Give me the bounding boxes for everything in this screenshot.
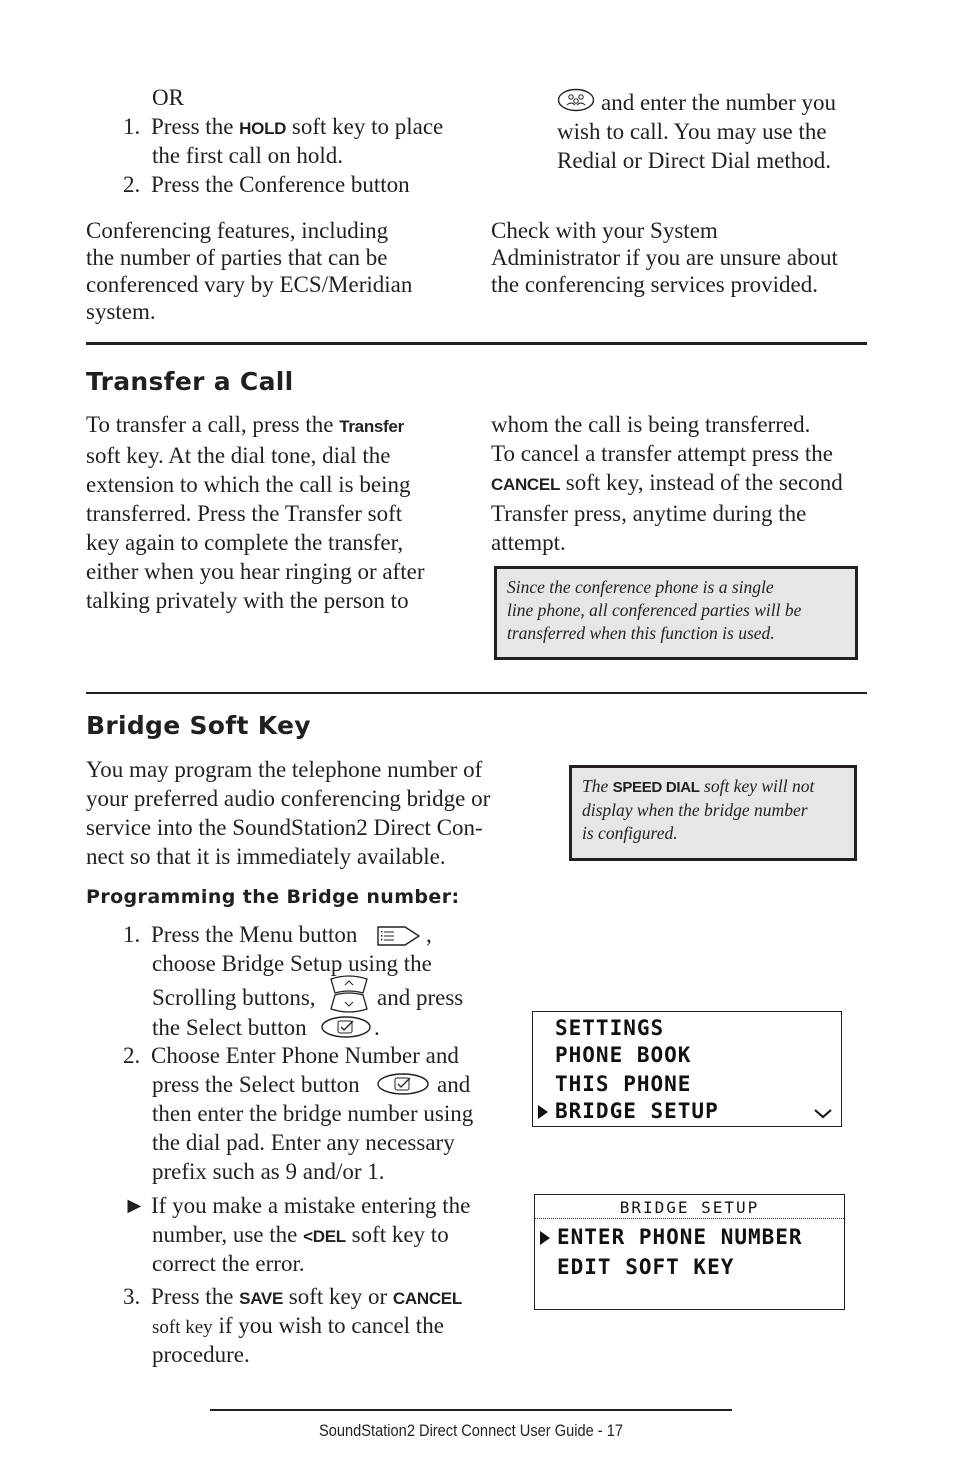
step-number: 2. <box>123 172 141 197</box>
scrolling-buttons-icon <box>327 975 371 1013</box>
step-number: 1. <box>123 114 141 139</box>
transfer-softkey-label: Transfer <box>339 417 404 436</box>
transfer-right-paragraph: whom the call is being transferred. To cancel a transfer attempt press the CANCEL soft key, instead of the second Transfer press, anytime during the attempt. <box>491 412 843 555</box>
menu-button-icon <box>375 924 421 948</box>
lcd-screen-title: BRIDGE SETUP <box>619 1198 760 1217</box>
or-label: OR <box>152 85 184 110</box>
lcd-menu-item-enter-phone-number: ENTER PHONE NUMBER <box>557 1225 803 1249</box>
lcd-menu-item-settings: SETTINGS <box>555 1016 665 1040</box>
del-softkey-label: <DEL <box>303 1227 346 1246</box>
lcd-bridge-setup <box>534 1194 845 1310</box>
cancel-softkey-label: CANCEL <box>392 1289 462 1308</box>
cancel-softkey-label: CANCEL <box>491 475 561 494</box>
bridge-step-2: 2. Choose Enter Phone Number and <box>123 1043 459 1068</box>
step-number: 1. <box>123 922 141 947</box>
conference-instruction-line: Redial or Direct Dial method. <box>557 148 832 173</box>
lcd-selection-arrow-icon <box>539 1230 551 1246</box>
speed-dial-softkey-label: SPEED DIAL <box>612 779 700 796</box>
bridge-intro-paragraph: You may program the telephone number of your preferred audio conferencing bridge or service into the SoundStation2 Direct Con- nect so that it is immediately available. <box>86 757 491 869</box>
lcd-menu-item-this-phone: THIS PHONE <box>555 1072 692 1096</box>
conferencing-features-paragraph: Conferencing features, including the number of parties that can be conferenced vary by ECS/Meridian system. <box>86 218 413 324</box>
tip-arrow-icon: ► <box>123 1193 146 1218</box>
bridge-tip: ► If you make a mistake entering the <box>123 1193 471 1218</box>
conference-instruction-line: wish to call. You may use the <box>557 119 827 144</box>
footer-rule <box>210 1409 732 1411</box>
step-number: 3. <box>123 1284 141 1309</box>
save-softkey-label: SAVE <box>239 1289 284 1308</box>
lcd-menu-item-phone-book: PHONE BOOK <box>555 1043 692 1067</box>
system-admin-paragraph: Check with your System Administrator if you are unsure about the conferencing services provided. <box>491 218 838 297</box>
conference-button-icon <box>557 88 595 112</box>
step-number: 2. <box>123 1043 141 1068</box>
select-button-icon <box>376 1072 430 1096</box>
chevron-down-icon <box>813 1108 833 1120</box>
step-hold: 1. Press the HOLD soft key to place <box>123 114 444 139</box>
select-button-icon <box>320 1015 372 1039</box>
lcd-selection-arrow-icon <box>537 1104 549 1120</box>
manual-page: OR 1. Press the HOLD soft key to place the first call on hold. 2. Press the Conference button and enter the number you wish to call. You may use the Redial or Direct Dial method. Conferencing features, including the number of parties that can be conferenced vary by ECS/Meridian system. Check with your System Administrator if you are unsure about the conferencing services provided. Transfer a Call To transfer a call, press the Transfer soft key. At the dial tone, dial the extension to which the call is being transferred. Press the Transfer soft key again to complete the transfer, either when you hear ringing or after talking privately with the person to whom the call is being transferred. To cancel a transfer attempt press the CANCEL soft key, instead of the second Transfer press, anytime during the attempt. Since the conference phone is a single line phone, all conferenced parties will be transferred when this function is used. Bridge Soft Key You may program the telephone number of your preferred audio conferencing bridge or service into the SoundStation2 Direct Con- nect so that it is immediately available. The SPEED DIAL soft key will not display when the bridge number is configured. Programming the Bridge number: 1. Press the Menu button , choose Bridge Setup using the Scrolling buttons, and press the Select button . 2. Choose Enter Phone Number and press the Select button and then enter the bridge number using the dial pad. Enter any necessary prefix such as 9 and/or 1. ► If you make a mistake entering the number, use the <DEL soft key to correct the error. 3. Press the SAVE soft key or CANCEL soft key if you wish to cancel the procedure. SETTINGS PHONE BOOK THIS PHONE BRIDGE SETUP BRIDGE SETUP ENTER PHONE NUMBER EDIT SOFT KEY SoundStation2 Direct Connect User Guide - 17 <box>0 0 954 1475</box>
section-divider <box>86 342 867 345</box>
page-footer: SoundStation2 Direct Connect User Guide - 17 <box>319 1421 623 1440</box>
transfer-left-paragraph: To transfer a call, press the Transfer soft key. At the dial tone, dial the extension to which the call is being transferred. Press the Transfer soft key again to complete the transfer, either when you hear ringing or after talking privately with the person to <box>86 412 425 613</box>
step-conference: 2. Press the Conference button <box>123 172 410 197</box>
transfer-section-title: Transfer a Call <box>86 367 294 396</box>
speed-dial-note-box: The SPEED DIAL soft key will not display when the bridge number is configured. <box>569 765 857 861</box>
bridge-step-3: 3. Press the SAVE soft key or CANCEL <box>123 1284 462 1309</box>
step-hold-continued: the first call on hold. <box>152 143 343 168</box>
lcd-title-divider <box>535 1218 844 1219</box>
transfer-note-box: Since the conference phone is a single line phone, all conferenced parties will be transferred when this function is used. <box>494 566 858 660</box>
hold-softkey-label: HOLD <box>239 119 287 138</box>
lcd-menu-item-edit-soft-key: EDIT SOFT KEY <box>557 1255 735 1279</box>
bridge-step-1: 1. Press the Menu button <box>123 922 358 947</box>
section-divider <box>86 692 867 694</box>
bridge-section-title: Bridge Soft Key <box>86 711 311 740</box>
conference-instruction-line: and enter the number you <box>601 90 837 115</box>
lcd-menu-item-bridge-setup: BRIDGE SETUP <box>555 1099 719 1123</box>
lcd-main-menu <box>532 1011 842 1127</box>
programming-subheading: Programming the Bridge number: <box>86 886 460 908</box>
